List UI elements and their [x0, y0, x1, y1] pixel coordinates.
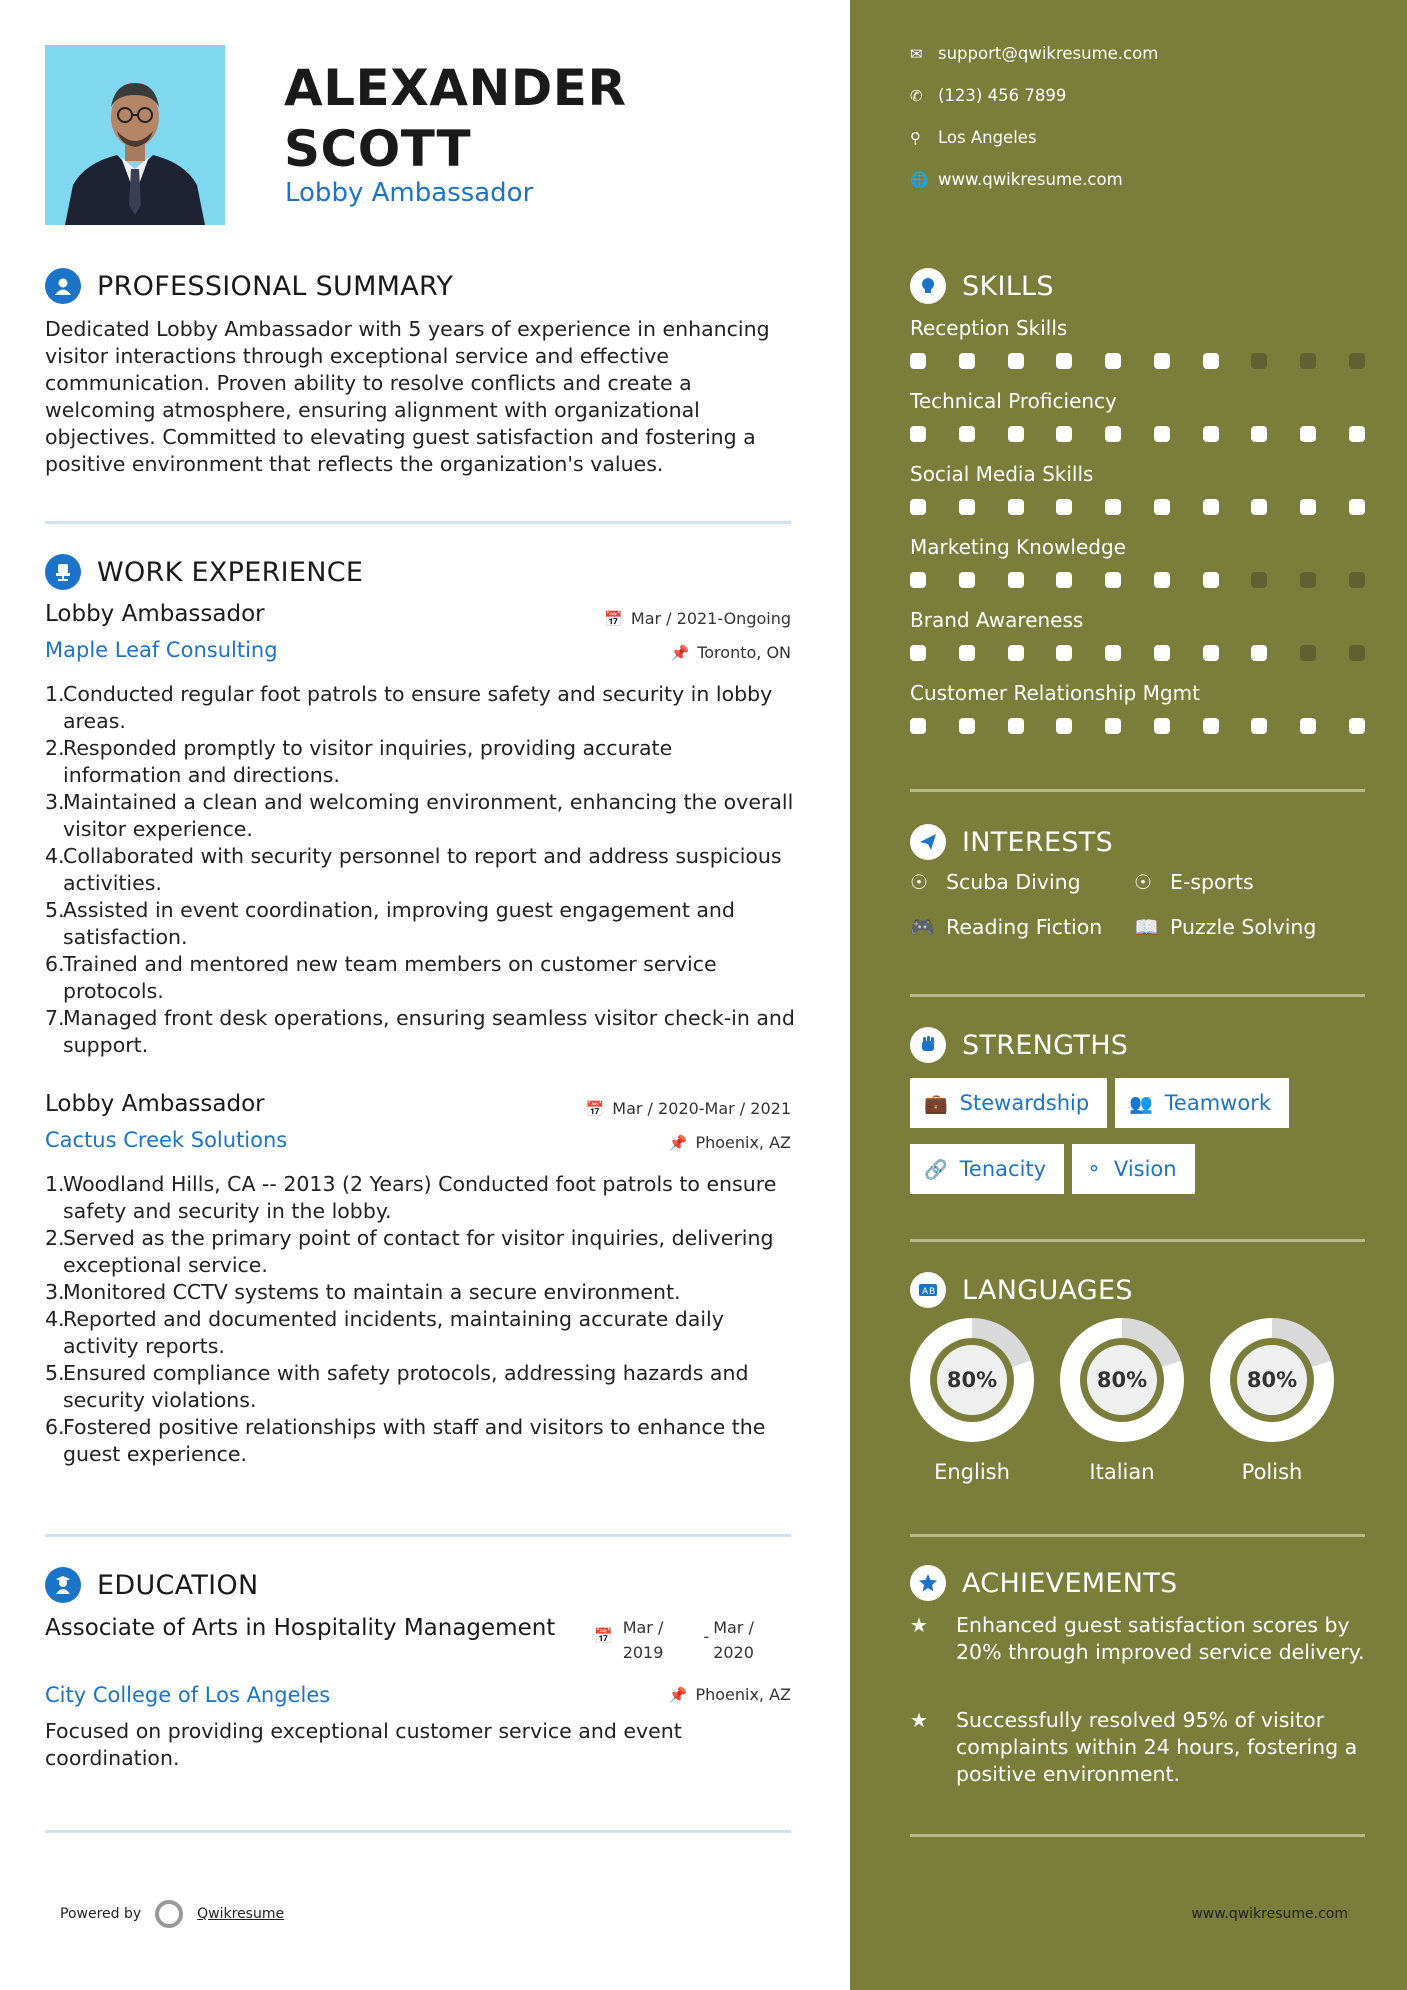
- skill-dot: [1008, 426, 1024, 442]
- skill-name: Reception Skills: [910, 316, 1068, 340]
- skill-dot: [1300, 353, 1316, 369]
- skill-rating: [910, 426, 1365, 442]
- list-item: 6. Fostered positive relationships with staff and visitors to enhance the guest experience.: [45, 1415, 766, 1466]
- user-icon: [45, 268, 81, 304]
- skill-dot: [1154, 718, 1170, 734]
- pin-icon: 📌: [670, 643, 690, 662]
- skill-dot: [1349, 499, 1365, 515]
- divider: [910, 1834, 1365, 1837]
- name-line-2: SCOTT: [284, 120, 472, 178]
- shooting-star-icon: ★: [910, 1613, 928, 1637]
- skill-dot: [1203, 353, 1219, 369]
- skill-dot: [959, 499, 975, 515]
- pin-icon: 📌: [668, 1133, 688, 1152]
- skill-dot: [1154, 572, 1170, 588]
- languages-title: LANGUAGES: [962, 1274, 1133, 1306]
- language-percent: 80%: [1087, 1345, 1157, 1415]
- skill-dot: [1105, 426, 1121, 442]
- divider: [45, 521, 791, 524]
- skill-dot: [1300, 499, 1316, 515]
- skill-dot: [1056, 426, 1072, 442]
- job-2-location-text: Phoenix, AZ: [695, 1133, 791, 1152]
- education-dates: 📅 Mar / 2019 - Mar / 2020: [594, 1615, 754, 1665]
- strength-teamwork: 👥 Teamwork: [1115, 1078, 1289, 1128]
- list-item: 6. Trained and mentored new team members on customer service protocols.: [45, 952, 717, 1003]
- pin-icon: 📌: [668, 1685, 688, 1704]
- job-2-date: [586, 1099, 791, 1118]
- star-badge-icon: [910, 1565, 946, 1601]
- name-line-1: ALEXANDER: [284, 59, 627, 117]
- education-start: Mar / 2019: [622, 1618, 664, 1662]
- achievement-2: ★ Successfully resolved 95% of visitor complaints within 24 hours, fostering a positive environment.: [910, 1708, 1358, 1786]
- education-end: Mar / 2020: [713, 1618, 754, 1662]
- skill-dot: [1105, 718, 1121, 734]
- skill-dot: [910, 718, 926, 734]
- list-item: 1. Woodland Hills, CA -- 2013 (2 Years) Conducted foot patrols to ensure safety and security in the lobby.: [45, 1172, 777, 1223]
- skill-dot: [910, 572, 926, 588]
- skill-dot: [1203, 645, 1219, 661]
- contact-phone[interactable]: ✆ (123) 456 7899: [910, 86, 1067, 105]
- skill-dot: [1008, 572, 1024, 588]
- calendar-icon: 📅: [594, 1627, 613, 1645]
- qwikresume-logo-icon: [155, 1900, 183, 1928]
- skill-dot: [1056, 572, 1072, 588]
- interest-puzzle-solving: 📖 Puzzle Solving: [1134, 915, 1317, 939]
- skill-dot: [1251, 426, 1267, 442]
- job-2-company: Cactus Creek Solutions: [45, 1128, 288, 1152]
- divider: [910, 994, 1365, 997]
- skill-dot: [1349, 572, 1365, 588]
- users-icon: 👥: [1129, 1092, 1153, 1115]
- contact-location: ⚲ Los Angeles: [910, 128, 1037, 147]
- skill-rating: [910, 645, 1365, 661]
- lifebuoy-icon: ☉: [1134, 870, 1152, 894]
- job-2-title: Lobby Ambassador: [45, 1091, 265, 1117]
- skill-rating: [910, 353, 1365, 369]
- skill-dot: [1203, 499, 1219, 515]
- lifebuoy-icon: ☉: [910, 870, 928, 894]
- list-item: 5. Assisted in event coordination, improving guest engagement and satisfaction.: [45, 898, 735, 949]
- skill-dot: [1154, 353, 1170, 369]
- education-location: 📌 Phoenix, AZ: [668, 1685, 791, 1704]
- language-percent: 80%: [1237, 1345, 1307, 1415]
- skill-dot: [1008, 718, 1024, 734]
- skill-name: Technical Proficiency: [910, 389, 1117, 413]
- candidate-title: Lobby Ambassador: [285, 178, 534, 208]
- skill-dot: [1056, 645, 1072, 661]
- skill-dot: [1349, 353, 1365, 369]
- experience-heading: [45, 554, 363, 590]
- summary-text: Dedicated Lobby Ambassador with 5 years of experience in enhancing visitor interactions through exceptional service and effective communication. Proven ability to resolve conflicts and create a welcoming atmosphere, ensuring alignment with organizational objectives. Committed to elevating guest satisfaction and fostering a positive environment that reflects the organization's values.: [45, 317, 770, 476]
- skill-dot: [1056, 353, 1072, 369]
- skill-dot: [910, 426, 926, 442]
- job-1-bullets: [45, 681, 795, 1059]
- skill-dot: [1105, 499, 1121, 515]
- skill-dot: [1203, 572, 1219, 588]
- footer-website[interactable]: www.qwikresume.com: [1191, 1906, 1348, 1922]
- skill-dot: [1008, 645, 1024, 661]
- languages-heading: [910, 1272, 1133, 1308]
- graduation-cap-icon: [45, 1567, 81, 1603]
- job-2-location: [669, 1133, 791, 1152]
- svg-text:B: B: [929, 1287, 936, 1297]
- fist-icon: [910, 1027, 946, 1063]
- job-1-location-text: Toronto, ON: [697, 643, 791, 662]
- qwikresume-link[interactable]: Qwikresume: [197, 1906, 285, 1922]
- skill-dot: [959, 426, 975, 442]
- skills-title: SKILLS: [962, 270, 1054, 302]
- chair-icon: [45, 554, 81, 590]
- skill-rating: [910, 718, 1365, 734]
- skill-dot: [1251, 572, 1267, 588]
- list-item: 1. Conducted regular foot patrols to ensure safety and security in lobby areas.: [45, 682, 773, 733]
- phone-icon: ✆: [910, 86, 923, 105]
- skill-dot: [1105, 572, 1121, 588]
- interests-title: INTERESTS: [962, 826, 1114, 858]
- briefcase-icon: 💼: [924, 1092, 948, 1115]
- language-name: English: [934, 1460, 1010, 1484]
- language-progress-ring: [910, 1318, 1034, 1442]
- skill-dot: [910, 499, 926, 515]
- job-1-title: Lobby Ambassador: [45, 601, 265, 627]
- summary-title: PROFESSIONAL SUMMARY: [97, 270, 454, 302]
- skill-dot: [1154, 499, 1170, 515]
- skill-dot: [1349, 718, 1365, 734]
- experience-title: WORK EXPERIENCE: [97, 556, 364, 588]
- skill-dot: [1300, 645, 1316, 661]
- skill-dot: [1251, 499, 1267, 515]
- skill-dot: [910, 645, 926, 661]
- interest-reading-fiction: 🎮 Reading Fiction: [910, 915, 1103, 939]
- skill-dot: [1154, 645, 1170, 661]
- interest-esports: ☉ E-sports: [1134, 870, 1254, 894]
- shooting-star-icon: ★: [910, 1708, 928, 1732]
- language-progress-ring: [1210, 1318, 1334, 1442]
- language-item: [910, 1318, 1034, 1484]
- calendar-icon: 📅: [585, 1099, 605, 1118]
- skill-dot: [1105, 645, 1121, 661]
- skill-name: Social Media Skills: [910, 462, 1094, 486]
- summary-heading: [45, 268, 453, 304]
- education-description: Focused on providing exceptional customer service and event coordination.: [45, 1719, 682, 1770]
- globe-icon: 🌐: [910, 170, 929, 189]
- gamepad-icon: 🎮: [910, 915, 935, 939]
- translate-icon: [910, 1272, 946, 1308]
- skill-name: Brand Awareness: [910, 608, 1084, 632]
- list-item: 2. Served as the primary point of contact for visitor inquiries, delivering exceptional service.: [45, 1226, 774, 1277]
- skill-dot: [1251, 645, 1267, 661]
- skill-dot: [1203, 426, 1219, 442]
- job-1-company: Maple Leaf Consulting: [45, 638, 278, 662]
- skill-dot: [1300, 426, 1316, 442]
- achievements-title: ACHIEVEMENTS: [962, 1567, 1178, 1599]
- skill-dot: [1056, 718, 1072, 734]
- skill-dot: [1008, 499, 1024, 515]
- contact-website[interactable]: 🌐 www.qwikresume.com: [910, 170, 1123, 189]
- divider: [910, 1534, 1365, 1537]
- interest-scuba-diving: ☉ Scuba Diving: [910, 870, 1081, 894]
- paper-plane-icon: [910, 824, 946, 860]
- job-2-bullets: [45, 1171, 795, 1468]
- list-item: 2. Responded promptly to visitor inquiries, providing accurate information and directions.: [45, 736, 673, 787]
- divider: [45, 1830, 791, 1833]
- language-item: [1210, 1318, 1334, 1484]
- skill-dot: [959, 572, 975, 588]
- skill-rating: [910, 499, 1365, 515]
- skill-dot: [1008, 353, 1024, 369]
- skill-dot: [959, 645, 975, 661]
- divider: [45, 1534, 791, 1537]
- job-1-location: [671, 643, 791, 662]
- skill-dot: [1203, 718, 1219, 734]
- job-1-date-text: Mar / 2021-Ongoing: [630, 609, 791, 628]
- skills-heading: [910, 268, 1054, 304]
- skill-dot: [1300, 718, 1316, 734]
- skill-name: Customer Relationship Mgmt: [910, 681, 1200, 705]
- divider: [910, 1239, 1365, 1242]
- envelope-icon: ✉: [910, 44, 923, 63]
- education-title: EDUCATION: [97, 1569, 259, 1601]
- link-icon: 🔗: [924, 1158, 948, 1181]
- skill-dot: [959, 353, 975, 369]
- education-heading: [45, 1567, 258, 1603]
- list-item: 3. Monitored CCTV systems to maintain a secure environment.: [45, 1280, 681, 1304]
- contact-email[interactable]: ✉ support@qwikresume.com: [910, 44, 1159, 63]
- skill-dot: [1300, 572, 1316, 588]
- strengths-heading: [910, 1027, 1128, 1063]
- calendar-icon: 📅: [604, 609, 623, 628]
- profile-photo: [45, 45, 225, 225]
- svg-text:A: A: [922, 1287, 929, 1297]
- list-item: 4. Collaborated with security personnel to report and address suspicious activities.: [45, 844, 782, 895]
- strength-vision: ⚬ Vision: [1072, 1144, 1195, 1194]
- skill-dot: [1105, 353, 1121, 369]
- list-item: 5. Ensured compliance with safety protocols, addressing hazards and security violations.: [45, 1361, 749, 1412]
- binoculars-icon: ⚬: [1086, 1158, 1102, 1180]
- strength-tenacity: 🔗 Tenacity: [910, 1144, 1064, 1194]
- skill-dot: [1154, 426, 1170, 442]
- list-item: 7. Managed front desk operations, ensuring seamless visitor check-in and support.: [45, 1006, 795, 1057]
- language-name: Polish: [1241, 1460, 1303, 1484]
- lightbulb-icon: [910, 268, 946, 304]
- interests-heading: [910, 824, 1113, 860]
- achievements-heading: [910, 1565, 1178, 1601]
- strengths-title: STRENGTHS: [962, 1029, 1129, 1061]
- list-item: 3. Maintained a clean and welcoming environment, enhancing the overall visitor experience.: [45, 790, 794, 841]
- book-icon: 📖: [1134, 915, 1159, 939]
- achievement-1: ★ Enhanced guest satisfaction scores by 20% through improved service delivery.: [910, 1613, 1365, 1664]
- skill-dot: [1056, 499, 1072, 515]
- divider: [910, 789, 1365, 792]
- strength-stewardship: 💼 Stewardship: [910, 1078, 1107, 1128]
- school: City College of Los Angeles: [45, 1683, 331, 1707]
- skill-dot: [1251, 718, 1267, 734]
- candidate-name: [284, 58, 626, 180]
- skill-rating: [910, 572, 1365, 588]
- skill-dot: [910, 353, 926, 369]
- powered-by: Powered by Qwikresume: [60, 1900, 284, 1928]
- map-pin-icon: ⚲: [910, 128, 921, 147]
- skill-dot: [1251, 353, 1267, 369]
- job-2-date-text: Mar / 2020-Mar / 2021: [612, 1099, 791, 1118]
- sidebar: [850, 0, 1407, 1990]
- language-name: Italian: [1089, 1460, 1155, 1484]
- degree: Associate of Arts in Hospitality Management: [45, 1615, 556, 1641]
- job-1-date: [604, 609, 791, 628]
- skill-dot: [1349, 426, 1365, 442]
- language-progress-ring: [1060, 1318, 1184, 1442]
- skill-name: Marketing Knowledge: [910, 535, 1126, 559]
- skill-dot: [1349, 645, 1365, 661]
- list-item: 4. Reported and documented incidents, maintaining accurate daily activity reports.: [45, 1307, 724, 1358]
- language-percent: 80%: [937, 1345, 1007, 1415]
- skill-dot: [959, 718, 975, 734]
- language-item: [1060, 1318, 1184, 1484]
